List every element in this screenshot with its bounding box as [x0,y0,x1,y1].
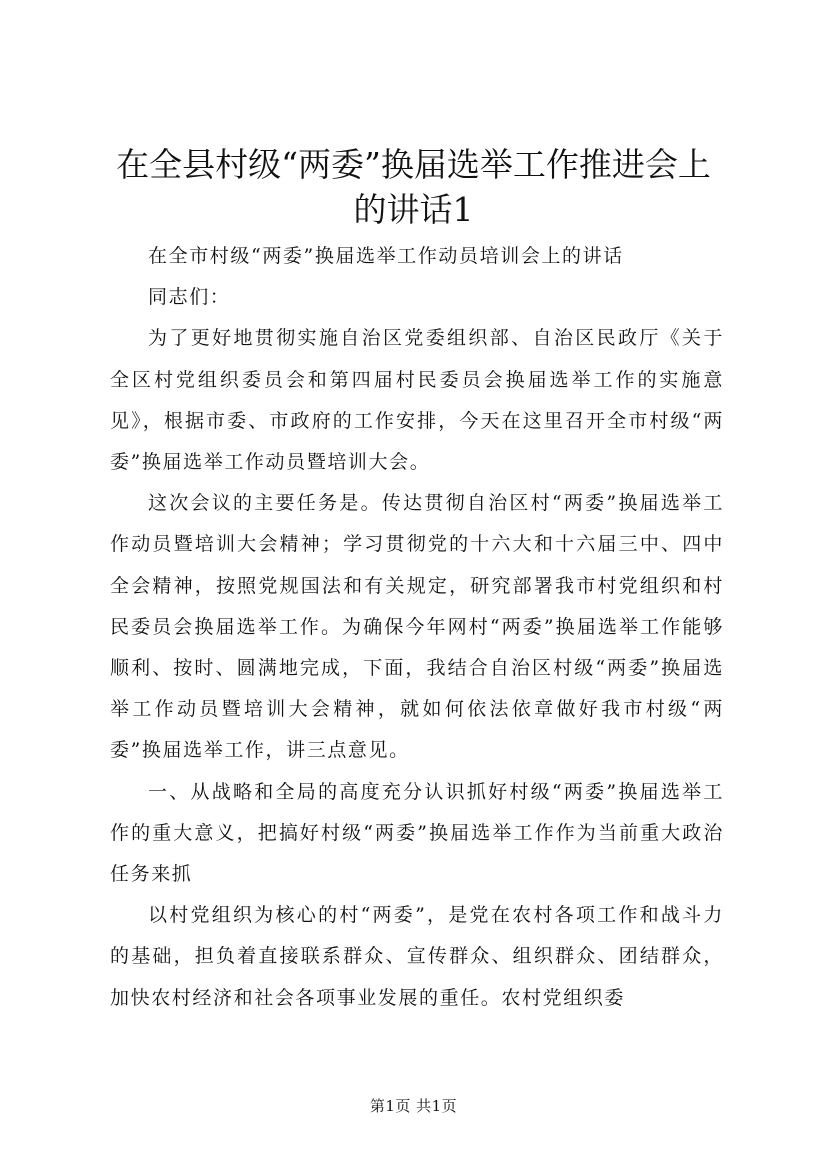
speech-subtitle: 在全市村级“两委”换届选举工作动员培训会上的讲话 [148,245,624,267]
paragraph: 为了更好地贯彻实施自治区党委组织部、自治区民政厅《关于全区村党组织委员会和第四届村民委员会换届选举工作的实施意见》，根据市委、市政府的工作安排，今天在这里召开全市村级“两委”换届选举工作动员暨培训大会。 [110,327,724,474]
document-title: 在全县村级“两委”换届选举工作推进会上的讲话1 [116,145,711,229]
paragraph: 以村党组织为核心的村“两委”，是党在农村各项工作和战斗力的基础，担负着直接联系群众、宣传群众、组织群众、团结群众，加快农村经济和社会各项事业发展的重任。农村党组织委 [110,904,724,1009]
paragraph: 这次会议的主要任务是。传达贯彻自治区村“两委”换届选举工作动员暨培训大会精神；学习贯彻党的十六大和十六届三中、四中全会精神，按照党规国法和有关规定，研究部署我市村党组织和村民委员会换届选举工作。为确保今年网村“两委”换届选举工作能够顺利、按时、圆满地完成，下面，我结合自治区村级“两委”换届选举工作动员暨培训大会精神，就如何依法依章做好我市村级“两委”换届选举工作，讲三点意见。 [110,492,724,762]
section-heading: 一、从战略和全局的高度充分认识抓好村级“两委”换届选举工作的重大意义，把搞好村级“两委”换届选举工作作为当前重大政治任务来抓 [110,780,724,886]
page-footer: 第1页 共1页 [369,1097,458,1115]
salutation: 同志们： [148,286,231,309]
document-body [110,236,724,1019]
